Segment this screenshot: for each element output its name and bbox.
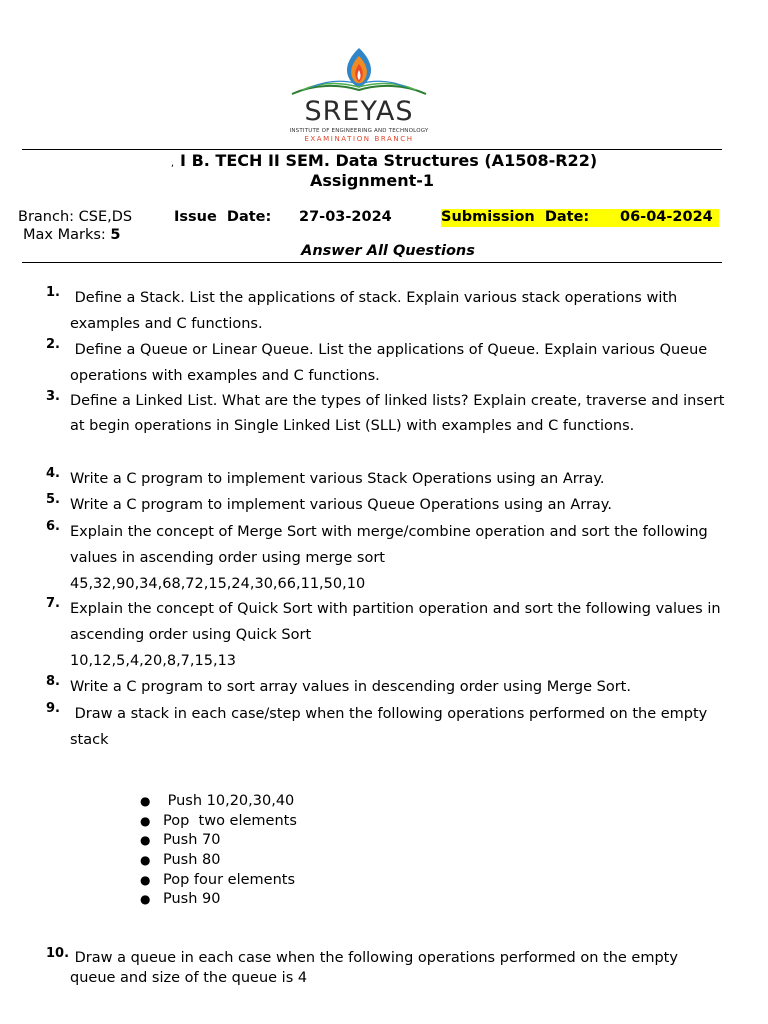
bullet-icon: ● <box>140 813 151 828</box>
submission-date: 06-04-2024 <box>620 209 713 225</box>
question-text: Write a C program to implement various Queue Operations using an Array. <box>70 497 612 513</box>
bullet-icon: ● <box>140 892 151 907</box>
max-marks-value: 5 <box>110 227 121 243</box>
submission-highlight <box>441 209 719 227</box>
question-7 <box>46 596 726 674</box>
question-number: 7. <box>46 596 60 611</box>
bullet-icon: ● <box>140 833 151 848</box>
list-item: ● Pop two elements <box>140 812 297 832</box>
question-text: Define a Stack. List the applications of stack. Explain various stack operations with examples and C functions. <box>70 290 682 332</box>
question-number: 8. <box>46 674 60 689</box>
list-item: ● Push 90 <box>140 890 297 910</box>
title-mark: , <box>170 158 175 169</box>
question-1 <box>46 285 726 337</box>
flame-emblem-icon <box>284 44 434 100</box>
question-number: 3. <box>46 389 60 404</box>
bullet-icon: ● <box>140 853 151 868</box>
max-marks <box>23 227 120 243</box>
stack-operations-list <box>140 792 297 910</box>
question-text: Explain the concept of Merge Sort with merge/combine operation and sort the following values in ascending order using merge sort <box>70 524 708 566</box>
question-number: 10. <box>46 946 70 961</box>
branch-label: Branch: CSE,DS <box>18 209 133 225</box>
question-5 <box>46 492 726 518</box>
question-3 <box>46 389 726 439</box>
question-9 <box>46 701 726 753</box>
max-marks-label: Max Marks: <box>23 227 106 243</box>
issue-date-label: Issue Date: <box>174 209 272 225</box>
question-6 <box>46 519 726 597</box>
question-10 <box>46 946 726 988</box>
question-number: 2. <box>46 337 60 352</box>
question-number: 6. <box>46 519 60 534</box>
question-text: Write a C program to implement various Stack Operations using an Array. <box>70 471 605 487</box>
institution-logo <box>284 44 434 144</box>
bullet-icon: ● <box>140 794 151 808</box>
course-title: I B. TECH II SEM. Data Structures (A1508-R22) <box>180 151 598 170</box>
list-item: ● Push 80 <box>140 851 297 871</box>
question-number: 1. <box>46 285 60 300</box>
logo-subtitle: INSTITUTE OF ENGINEERING AND TECHNOLOGY <box>289 128 429 134</box>
question-number: 4. <box>46 466 60 481</box>
question-text: Draw a queue in each case when the following operations performed on the empty queue and size of the queue is 4 <box>70 950 683 986</box>
list-item: ● Push 10,20,30,40 <box>140 792 297 812</box>
question-text: Draw a stack in each case/step when the following operations performed on the empty stack <box>70 706 712 748</box>
question-number: 5. <box>46 492 60 507</box>
question-values: 45,32,90,34,68,72,15,24,30,66,11,50,10 <box>70 576 366 592</box>
list-item: ● Push 70 <box>140 831 297 851</box>
question-number: 9. <box>46 701 60 716</box>
list-item: ● Pop four elements <box>140 871 297 891</box>
page-title <box>0 151 768 170</box>
question-values: 10,12,5,4,20,8,7,15,13 <box>70 653 237 669</box>
question-text: Define a Queue or Linear Queue. List the applications of Queue. Explain various Queue operations with examples and C functions. <box>70 342 712 384</box>
submission-date-label: Submission Date: <box>441 209 590 225</box>
question-8 <box>46 674 726 700</box>
question-text: Define a Linked List. What are the types of linked lists? Explain create, traverse and insert at begin operations in Single Linked List (SLL) with examples and C functions. <box>70 393 725 434</box>
assignment-title: Assignment-1 <box>309 171 435 190</box>
instruction: Answer All Questions <box>301 243 475 259</box>
logo-wordmark: SREYAS <box>304 96 414 127</box>
logo-branch: EXAMINATION BRANCH <box>304 135 414 143</box>
bottom-divider <box>22 262 722 263</box>
top-divider <box>22 149 722 150</box>
question-text: Write a C program to sort array values in descending order using Merge Sort. <box>70 679 631 695</box>
question-text: Explain the concept of Quick Sort with partition operation and sort the following values in ascending order using Quick Sort <box>70 601 721 643</box>
bullet-icon: ● <box>140 872 151 887</box>
question-2 <box>46 337 726 389</box>
issue-date: 27-03-2024 <box>299 209 392 225</box>
question-4 <box>46 466 726 492</box>
